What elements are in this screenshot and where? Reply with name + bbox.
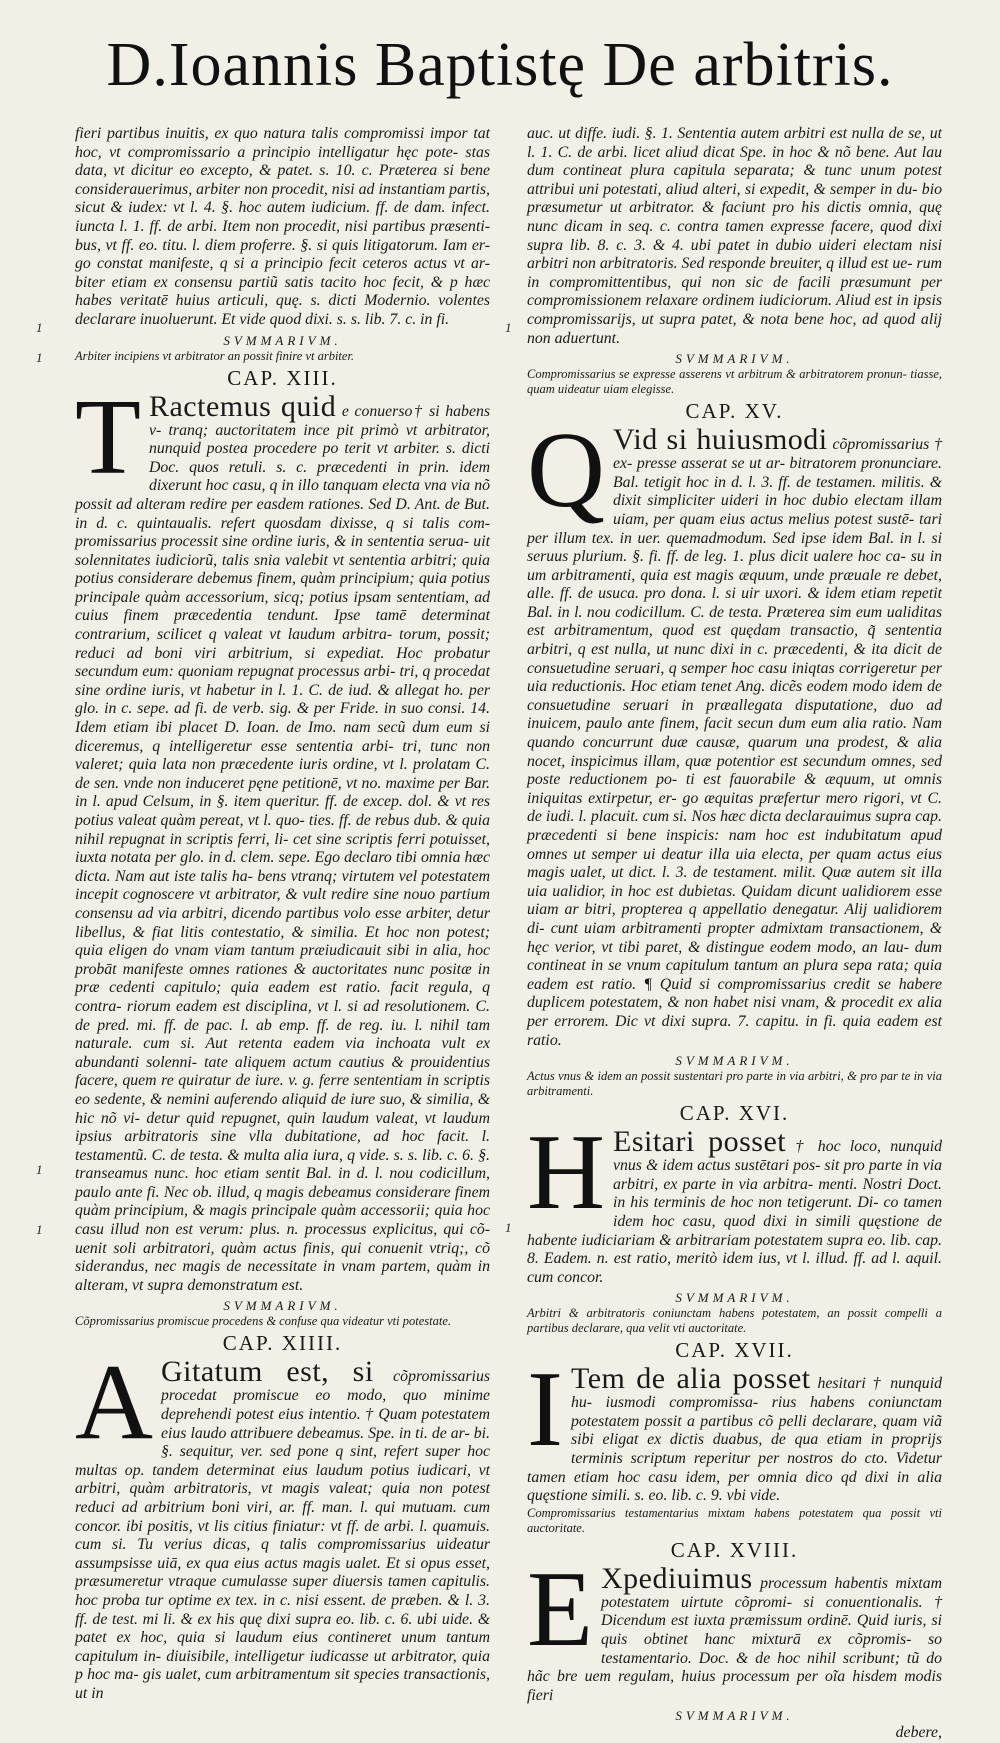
chapter-heading: CAP. XVI.: [679, 1101, 790, 1126]
summary-text: Actus vnus & idem an possit sustentari pro parte in via arbitri, & pro par te in via arbitramenti.: [527, 1069, 942, 1099]
margin-number: 1: [36, 350, 43, 365]
chapter-heading: CAP. XVII.: [675, 1338, 794, 1363]
chapter-text: † hoc loco, nunquid vnus & idem actus sustētari pos- sit pro parte in via arbitri, ex parte in via arbitra- menti. Nostri Doct. in his terminis de hoc non tetigerunt. Di- co tamen idem hoc casu, quod dixi in simili quęstione de habente iudiciariam & arbitrariam potestatem supra eo. lib. cap. 8. Eadem. n. est ratio, meritò idem ius, vt l. illud. ff. ad l. aquil. cum concor.: [527, 1138, 943, 1286]
paragraph: fieri partibus inuitis, ex quo natura talis compromissi impor tat hoc, vt compromissario a principio intelligatur hęc pote- stas data, vt dicitur eo excepto, & patet. s. 10. c. Prætereа si bene considerauerimus, arbiter non procedit, nisi ad instantiam partis, sicut & iudex: vt l. 4. §. hoc autem iudicium. ff. de dam. infect. iuncta l. 1. ff. de arbi. Item non procedit, nisi partibus præsenti- bus, vt ff. eo. titu. l. diem proferre. §. si quis litigatorum. Iam er- go constat manifeste, q si a principio fecit ceteros actus vt ar- biter etiam ex consensu partiũ satis tacito hoc fecit, & p hæc habes veritatē huius articuli, quę. s. dicti Modernio. volentes declarare inuoluerunt. Et vide quod dixi. s. s. lib. 7. c. in fi.: [75, 125, 490, 328]
lead-words: Ractemus quid: [148, 389, 337, 423]
right-column: [527, 125, 943, 1742]
drop-cap: H: [527, 1113, 605, 1233]
drop-cap: I: [527, 1350, 563, 1470]
summary-text: Compromissarius testamentarius mixtam habens potestatem qua possit vti auctoritate.: [527, 1505, 942, 1535]
lead-words: Gitatum est, si: [161, 1355, 374, 1389]
lead-words: Esitari posset: [613, 1125, 787, 1159]
summary-heading: SVMMARIVM.: [675, 1053, 794, 1069]
margin-number: 1: [505, 320, 512, 335]
drop-cap: Q: [527, 411, 605, 531]
chapter-text: cõpromissarius procedat promiscue eo modo, quo minime deprehendi potest eius intentio. † Quam potestatem eius laudo attribuere debeamus. Spe. in ti. de ar- bi. §. sequitur, ver. sed pone q sint, refert super hoc multas op. tandem determinat eius laudum potius iudicari, vt arbitri, quàm arbitratoris, vt magis valeat; quia non potest reduci ad arbitrium boni viri, ar. ff. man. l. qui mutuam. cum concor. ibi positis, vt lis citius finiatur: vt ff. de arbi. l. quamuis. cum si. Tu verius dicas, q talis compromissarius uideatur assumpsisse uiā, ex qua eius actus magis ualet. Et si opus esset, præsumeretur vtraque cumulasse super diuersis tamen capitulis. hoc proba tur optime ex tex. in c. nisi essent. de præben. & l. 3. ff. de test. mi li. & ex his quę dixi supra eo. lib. c. 6. ubi uide. & patet ex hoc, quia si laudum eius contineret unum tantum capitulum in- diuisibile, intelligetur iudicasse ut arbitrator, quia p hoc ma- gis ualet, cum arbitramentum sit species transactionis, ut in: [75, 1368, 490, 1702]
margin-number: 1: [36, 1162, 43, 1177]
chapter-heading: CAP. XIII.: [227, 365, 338, 390]
lead-words: Tem de alia posset: [570, 1362, 811, 1396]
summary-heading: SVMMARIVM.: [223, 332, 342, 348]
chapter-text: hesitari † nunquid hu- iusmodi compromissa- rius habens coniunctam potestatem possit a partibus cõ pelli declarare, quam viã sibi eligat ex dictis duabus, de qua etiam in proprijs terminis scriptum reperitur per nostros do cto. Videtur tamen etiam hoc casu idem, per omnia dico qd dixi in alia quęstione simili. s. eo. lib. c. 9. vbi vide.: [527, 1375, 942, 1505]
left-column: [75, 125, 490, 1702]
running-head: D.Ioannis Baptistę De arbitris.: [106, 31, 894, 99]
summary-heading: SVMMARIVM.: [675, 1290, 794, 1306]
margin-number: 1: [505, 1220, 512, 1235]
summary-text: Arbitri & arbitratoris coniunctam habens potestatem, an possit compelli a partibus declarare, qua velit vti auctoritate.: [527, 1306, 942, 1336]
chapter-text: processum habentis mixtam potestatem uirtute cõpromi- si conuentionalis. † Dicendum est iuxta præmissum ordinē. Quid iuris, si quis obtinet hanc mixturā ex cõpromis- so testamentario. Doc. & de hoc nihil scribunt; tũ do hãc bre uem regulam, huius processum per oĩa hisdem modis fieri: [527, 1574, 943, 1704]
drop-cap: A: [75, 1343, 153, 1463]
summary-text: Compromissarius se expresse asserens vt arbitrum & arbitratorem pronun- tiasse, quam uideatur uiam elegisse.: [527, 367, 942, 397]
chapter-text: cõpromissarius † ex- presse asserat se ut ar- bitratorem pronunciare. Bal. tetigit hoc in d. l. 3. ff. de testamen. militis. & dixit simpliciter uideri in hoc dubio electam illam uiam, per quam eius actus melius potest sustē- tari per illum tex. in uer. quemadmodum. Sed ipse idem Bal. in l. si seruus plurium. §. fi. ff. de leg. 1. plus dicit ualere hoc ca- su in um arbitramenti, quia est magis æquum, unde præuale re debet, alle. ff. de usuca. pro dona. l. si uir uxori. & idem etiam repetit Bal. in l. nou codicillum. C. de testa. Præterea sim eum ualiditas est arbitramentum, quod est quędam transactio, q̃ sententia arbitri, q est nulla, ut nunc dixi in c. præcedenti, & ita dicit de consuetudine seruari, q semper hoc casu iniqtas corrigeretur per uia reductionis. Hoc etiam tenet Ang. dicẽs eodem modo idem de consuetudine seruari in præallegata disputatione, duo ad inuicem, paulo ante finem, facit secun dum eum alia ratio. Nam quando concurrunt duæ causæ, quarum una prodest, & alia nocet, inspicimus illam, quæ potentior est secundum omnes, sed poste reductionem po- ti est fauorabile & æquum, ut omnis iniquitas extirpetur, er- go æquitas præfertur mero rigori, vt C. de iudi. l. placuit. cum si. Nos hæc dicta declarauimus supra cap. præcedenti si bene inspicis: nam hoc est indubitatum apud omnes ut semper ui deatur illa uia electa, per quam actus eius magis ualet, ut dict. l. 3. de testament. milit. Quæ autem sit illa uia ualidior, in hoc est dubietas. Quidam dicunt ualidiorem esse uiam ar bitri, propterea q appellatio denegatur. Alij ualidiorem di- cunt uiam arbitramenti propter admixtam transactionem, & hęc verior, vt tibi paret, & distingue eodem modo, an lau- dum contineat in se vnum capitulum tantum an plura sepa rata; quia eadem est ratio. ¶ Quid si compromissarius credit se habere duplicem potestatem, & non habet nisi vnam, & procedit ex alia per errorem. Dic vt dixi supra. 7. capitu. in fi. quia eadem est ratio.: [527, 436, 942, 1049]
summary-text: Cõpromissarius promiscue procedens & confuse qua videatur vti potestate.: [75, 1314, 452, 1329]
drop-cap: T: [75, 377, 141, 497]
lead-words: Xpediuimus: [600, 1561, 753, 1595]
margin-number: 1: [36, 320, 43, 335]
chapter-heading: CAP. XIIII.: [222, 1331, 343, 1356]
paragraph: auc. ut diffe. iudi. §. 1. Sententia autem arbitri est nulla de se, ut l. 1. C. de arbi. licet aliud dicat Spe. in hoc & nõ bene. Aut lau dum contineat plura capitula separata; & tunc unum potest attribui uni potestati, aliud alteri, si expedit, & semper in du- bio præsumetur ut arbitrator. & faciunt pro his dictis omnia, quę nunc dicam in seq. c. contra tamen expresse facere, quod dixi supra lib. 8. c. 3. & 4. ubi patet in dubio uideri electam nisi arbitri non arbitratoris. Sed responde breuiter, q illud est ue- rum in compromittentibus, qui non sic de facili præsumunt per compromissionem relaxare ordinem iudiciorum. Aliud est in ipsis compromissarijs, ut supra patet, & nota bene hoc, ad quod alij non aduertunt.: [527, 125, 942, 347]
summary-heading: SVMMARIVM.: [675, 351, 794, 367]
drop-cap: E: [527, 1549, 593, 1669]
lead-words: Vid si huiusmodi: [613, 423, 828, 457]
margin-number: 1: [36, 1222, 43, 1237]
chapter-text: e conuerso† si habens v- tranq; auctoritatem ince pit primò vt arbitrator, nunquid postea procedere po terit vt arbiter. s. dicti Doc. quos retuli. s. c. præcedenti in prin. idem dixerunt hoc casu, q in illo tanquam electa vna via nõ possit ad alteram redire per easdem rationes. Sed D. Ant. de But. in d. c. quintaualis. refert quosdam dixisse, q si talis com- promissarius processit sine ordine iuris, & in sententia serua- uit solennitates iudiciorũ, talis sniа valebit vt sententia arbitri; quia potius considerare debemus finem, quàm principium; quia potius principale quàm accessorium, sicq; potius ipsam sententiam, ad cuius finem præcedentia tendunt. Ipse tamē determinat contrarium, scilicet q valeat vt laudum arbitra- torum, possit; reduci ad boni viri arbitrium, si expediat. Hoc probatur secundum eum: quoniam repugnat processus arbi- tri, q procedat sine ordine iuris, vt habetur in l. 1. C. de iud. & allegat ho. per glo. in c. sepe. ad fi. de verb. sig. & per Fride. in suo consi. 14. Idem etiam ibi placet D. Ioan. de Imo. nam secũ dum eum si diceremus, q intelligeretur esse sententia arbi- tri, tunc non valeret; quia lata non præcedente iuris ordine, vt l. prolatam C. de sen. vnde non induceret pęne petitionē, vt no. maxime per Bar. in l. apud Celsum, in §. item queritur. ff. de excep. dol. & vt res potius valeat quàm pereat, vt l. quo- ties. ff. de rebus dub. & quia nihil repugnat in scriptis ferri, li- cet sine scriptis ferri potuisset, iuxta notata per glo. in d. clem. sepe. Ego declaro tibi omnia hæc dicta. Nam aut iste talis ha- bens vtranq; virtutem vel potestatem incepit cognoscere vt arbitrator, & vult redire sine nouo partium consensu ad via arbitri, dicendo partibus volo esse arbiter, detur libellus, & fiat litis contestatio, & similia. Et hoc non potest; quia eligen do vnam viam tantum præiudicauit sibi in alia, hoc probāt manifeste omnes rationes & auctoritates nunc positæ in præ cedenti capitulo; quia eadem est ratio. facit regula, q contra- riorum eadem est disciplina, vt l. si ad resolutionem. C. de pred. mi. ff. de pac. l. ab emp. ff. de reg. iu. l. nihil tam naturale. cum si. Aut retenta eadem via inchoata vult ex abundanti solenni- tate aliquem actum cautius & prouidentius facere, quem re quiratur de iure. v. g. ferre sententiam in scriptis eo sedente, & nemini auferendo aliquid de iure suo, & similia, & hic nõ vi- detur quid repugnet, quin laudum valeat, vt laudum ipsius arbitratoris sine vlla dubitatione, ad hoc facit. l. testamentũ. C. de testa. & multa alia iura, q vide. s. s. lib. c. 6. §. transeamus nunc. hoc etiam sentit Bal. in d. l. nou codicillum, paulo ante fi. Nec ob. illud, q magis debeamus considerare finem quàm principium, & magis principale quàm accessorii; quia hoc casu illud non est verum: plus. n. processus explicitus, qui cõ- uenit soli arbitratori, quàm actus finis, qui conuenit vtriq;, cõ siderandus, nec magis de necessitate in vnam partem, quàm in alteram, vt supra demonstratum est.: [75, 402, 490, 1294]
chapter-heading: CAP. XVIII.: [670, 1537, 799, 1562]
summary-heading: SVMMARIVM.: [223, 1298, 342, 1314]
chapter-heading: CAP. XV.: [685, 399, 784, 424]
summary-heading: SVMMARIVM.: [675, 1708, 794, 1724]
catchword: debere,: [895, 1724, 942, 1742]
summary-text: Arbiter incipiens vt arbitrator an possit finire vt arbiter.: [75, 348, 355, 363]
